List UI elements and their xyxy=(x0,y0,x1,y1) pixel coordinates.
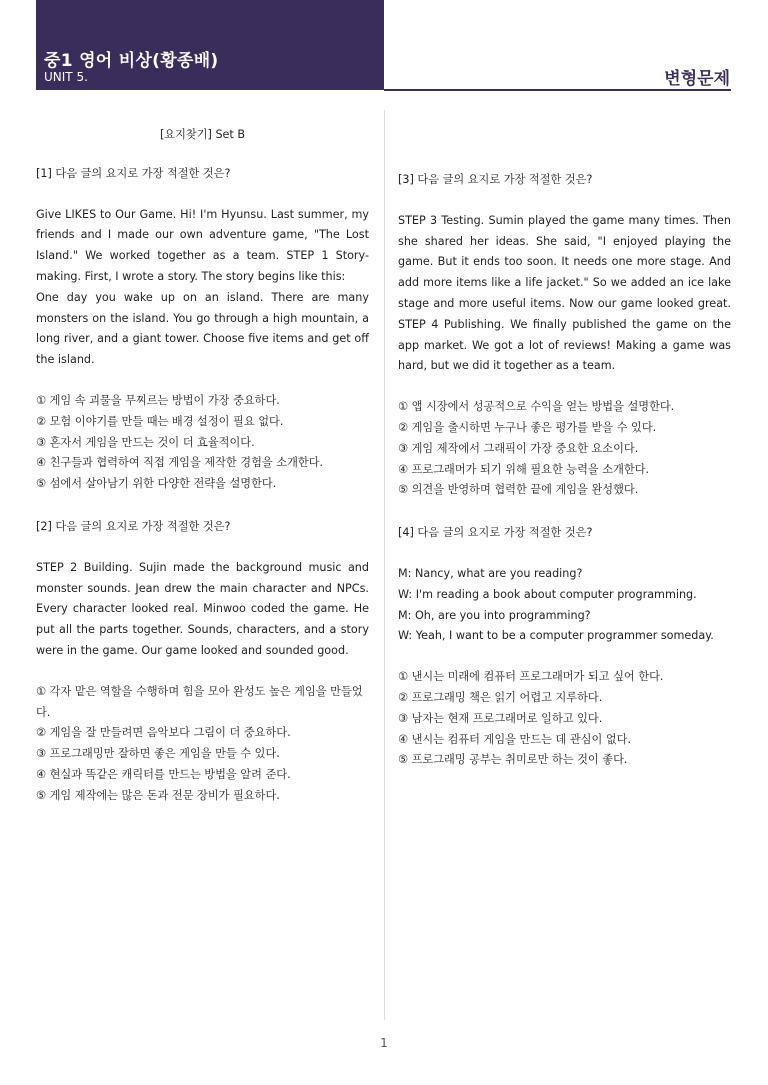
question-3 xyxy=(398,170,731,501)
answer-option[interactable]: ② 게임을 출시하면 누구나 좋은 평가를 받을 수 있다. xyxy=(398,420,657,434)
question-title: [3] 다음 글의 요지로 가장 적절한 것은? xyxy=(398,173,593,186)
header-right-label: 변형문제 xyxy=(664,69,730,89)
header-unit: UNIT 5. xyxy=(44,70,88,84)
answer-option[interactable]: ② 프로그래밍 책은 읽기 어렵고 지루하다. xyxy=(398,690,603,704)
passage-paragraph: STEP 3 Testing. Sumin played the game many times. Then she shared her ideas. She said, "I enjoyed playing the game. But it ends too soon. It needs one more stage. And add more items like a life jacket." So we added an ice lake stage and more useful items. Now our game looked great. STEP 4 Publishing. We finally published the game on the app market. We got a lot of reviews! Making a game was hard, but we did it together as a team. xyxy=(398,213,731,373)
column-divider xyxy=(384,110,385,1020)
question-title: [4] 다음 글의 요지로 가장 적절한 것은? xyxy=(398,526,593,540)
answer-option[interactable]: ③ 남자는 현재 프로그래머로 일하고 있다. xyxy=(398,711,603,725)
passage-paragraph: STEP 2 Building. Sujin made the background music and monster sounds. Jean drew the main character and NPCs. Every character looked real. Minwoo coded the game. He put all the parts together. Sounds, characters, and a story were in the game. Our game looked and sounded good. xyxy=(36,560,369,657)
question-1 xyxy=(36,164,369,495)
page-number: 1 xyxy=(380,1036,388,1050)
passage xyxy=(36,205,369,371)
answer-option[interactable]: ① 게임 속 괴물을 무찌르는 방법이 가장 중요하다. xyxy=(36,393,280,407)
answer-option[interactable]: ⑤ 섬에서 살아남기 위한 다양한 전략을 설명한다. xyxy=(36,477,277,491)
left-column xyxy=(36,125,369,829)
answer-options xyxy=(36,682,369,807)
dialogue-line: W: I'm reading a book about computer programming. xyxy=(398,587,697,601)
answer-option[interactable]: ⑤ 의견을 반영하며 협력한 끝에 게임을 완성했다. xyxy=(398,483,639,497)
passage xyxy=(398,211,731,377)
answer-option[interactable]: ③ 게임 제작에서 그래픽이 가장 중요한 요소이다. xyxy=(398,441,639,455)
dialogue-line: M: Nancy, what are you reading? xyxy=(398,566,583,580)
answer-option[interactable]: ④ 친구들과 협력하여 직접 게임을 제작한 경험을 소개한다. xyxy=(36,456,324,470)
dialogue-line: M: Oh, are you into programming? xyxy=(398,608,591,622)
dialogue xyxy=(398,564,731,647)
answer-options xyxy=(398,667,731,771)
answer-option[interactable]: ① 앱 시장에서 성공적으로 수익을 얻는 방법을 설명한다. xyxy=(398,400,675,414)
answer-option[interactable]: ② 모험 이야기를 만들 때는 배경 설정이 필요 없다. xyxy=(36,414,284,428)
answer-option[interactable]: ③ 프로그래밍만 잘하면 좋은 게임을 만들 수 있다. xyxy=(36,747,280,761)
dialogue-line: W: Yeah, I want to be a computer programmer someday. xyxy=(398,629,714,643)
header-rule xyxy=(384,89,731,91)
question-4 xyxy=(398,523,731,771)
answer-options xyxy=(398,397,731,501)
passage-paragraph: One day you wake up on an island. There are many monsters on the island. You go through a high mountain, a long river, and a giant tower. Choose five items and get off the island. xyxy=(36,290,369,367)
answer-option[interactable]: ④ 낸시는 컴퓨터 게임을 만드는 데 관심이 없다. xyxy=(398,732,632,746)
answer-option[interactable]: ② 게임을 잘 만들려면 음악보다 그림이 더 중요하다. xyxy=(36,726,291,740)
answer-option[interactable]: ⑤ 게임 제작에는 많은 돈과 전문 장비가 필요하다. xyxy=(36,788,280,802)
answer-option[interactable]: ① 각자 맡은 역할을 수행하며 힘을 모아 완성도 높은 게임을 만들었다. xyxy=(36,684,363,719)
answer-options xyxy=(36,391,369,495)
set-title: [요지찾기] Set B xyxy=(159,128,246,141)
question-title: [2] 다음 글의 요지로 가장 적절한 것은? xyxy=(36,519,231,533)
answer-option[interactable]: ⑤ 프로그래밍 공부는 취미로만 하는 것이 좋다. xyxy=(398,753,628,767)
passage-paragraph: Give LIKES to Our Game. Hi! I'm Hyunsu. Last summer, my friends and I made our own adventure game, "The Lost Island." We worked together as a team. STEP 1 Story-making. First, I wrote a story. The story begins like this: xyxy=(36,207,369,283)
question-2 xyxy=(36,517,369,807)
header-title: 중1 영어 비상(황종배) xyxy=(44,51,219,71)
answer-option[interactable]: ③ 혼자서 게임을 만드는 것이 더 효율적이다. xyxy=(36,435,255,449)
question-title: [1] 다음 글의 요지로 가장 적절한 것은? xyxy=(36,166,231,180)
answer-option[interactable]: ④ 프로그래머가 되기 위해 필요한 능력을 소개한다. xyxy=(398,462,650,476)
right-column xyxy=(398,170,731,793)
passage xyxy=(36,558,369,662)
answer-option[interactable]: ① 낸시는 미래에 컴퓨터 프로그래머가 되고 싶어 한다. xyxy=(398,670,664,684)
answer-option[interactable]: ④ 현실과 똑같은 캐릭터를 만드는 방법을 알려 준다. xyxy=(36,767,291,781)
header-banner xyxy=(36,0,384,90)
